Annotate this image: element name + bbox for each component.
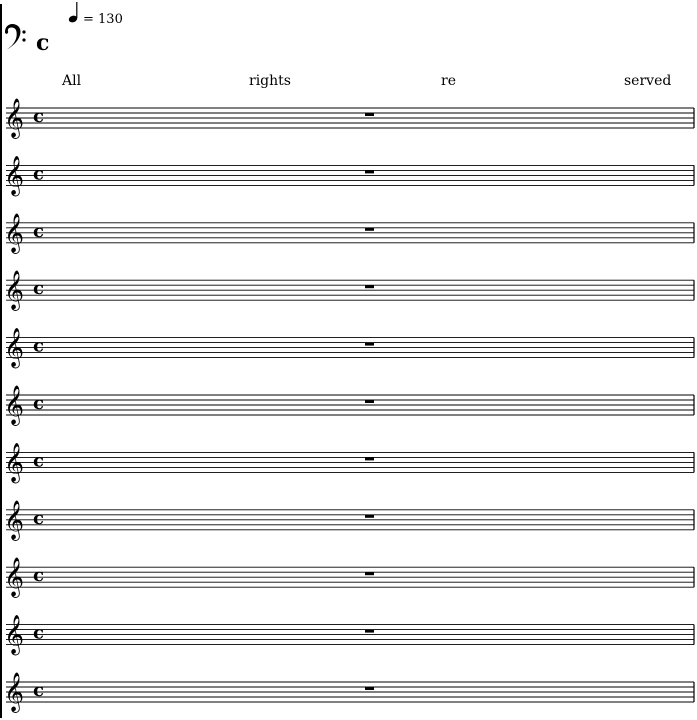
treble-staff-3	[4, 213, 694, 254]
tempo-marking: = 130	[83, 12, 123, 27]
lyric-word-2: rights	[249, 73, 291, 89]
treble-staff-9	[4, 557, 694, 598]
common-time-icon: c	[36, 30, 50, 56]
treble-staff-6	[4, 385, 694, 426]
bass-clef-icon	[5, 24, 26, 50]
treble-clef-icon: 𝄞	[4, 98, 25, 138]
treble-clef-icon: 𝄞	[4, 327, 25, 368]
common-time-icon: c	[33, 220, 44, 242]
common-time-icon: c	[33, 393, 44, 414]
treble-staff-11	[4, 672, 694, 713]
whole-rest-icon	[365, 515, 374, 518]
common-time-icon: c	[33, 565, 44, 587]
whole-rest-icon	[365, 113, 374, 116]
whole-rest-icon	[365, 687, 374, 690]
common-time-icon: c	[33, 507, 44, 529]
whole-rest-icon	[365, 400, 374, 403]
treble-staff-10	[4, 615, 694, 656]
treble-staff-4	[4, 270, 694, 311]
tempo-quarter-note-icon	[68, 2, 78, 23]
treble-clef-icon: 𝄞	[4, 212, 25, 253]
treble-clef-icon: 𝄞	[4, 557, 25, 598]
treble-clef-icon: 𝄞	[4, 614, 25, 655]
lyric-word-1: All	[62, 73, 82, 89]
treble-clef-icon: 𝄞	[4, 672, 25, 712]
whole-rest-icon	[365, 457, 374, 460]
common-time-icon: c	[33, 163, 44, 185]
treble-staff-2	[4, 155, 694, 196]
whole-rest-icon	[365, 343, 374, 346]
common-time-icon: c	[33, 106, 44, 127]
treble-staff-1	[4, 98, 694, 139]
treble-staff-8	[4, 500, 694, 541]
common-time-icon: c	[33, 335, 44, 357]
treble-staff-5	[4, 328, 694, 369]
common-time-icon: c	[33, 622, 44, 644]
treble-clef-icon: 𝄞	[4, 499, 25, 540]
lyric-word-4: served	[624, 73, 672, 89]
treble-clef-icon: 𝄞	[4, 442, 25, 483]
lyric-word-3: re	[441, 73, 456, 89]
treble-clef-icon: 𝄞	[4, 385, 25, 425]
common-time-icon: c	[33, 278, 44, 300]
treble-staff-7	[4, 442, 694, 483]
whole-rest-icon	[365, 572, 374, 575]
whole-rest-icon	[365, 285, 374, 288]
whole-rest-icon	[365, 228, 374, 231]
whole-rest-icon	[365, 170, 374, 173]
common-time-icon: c	[33, 450, 44, 472]
treble-clef-icon: 𝄞	[4, 270, 25, 311]
common-time-icon: c	[33, 680, 44, 701]
treble-clef-icon: 𝄞	[4, 155, 25, 196]
whole-rest-icon	[365, 630, 374, 633]
